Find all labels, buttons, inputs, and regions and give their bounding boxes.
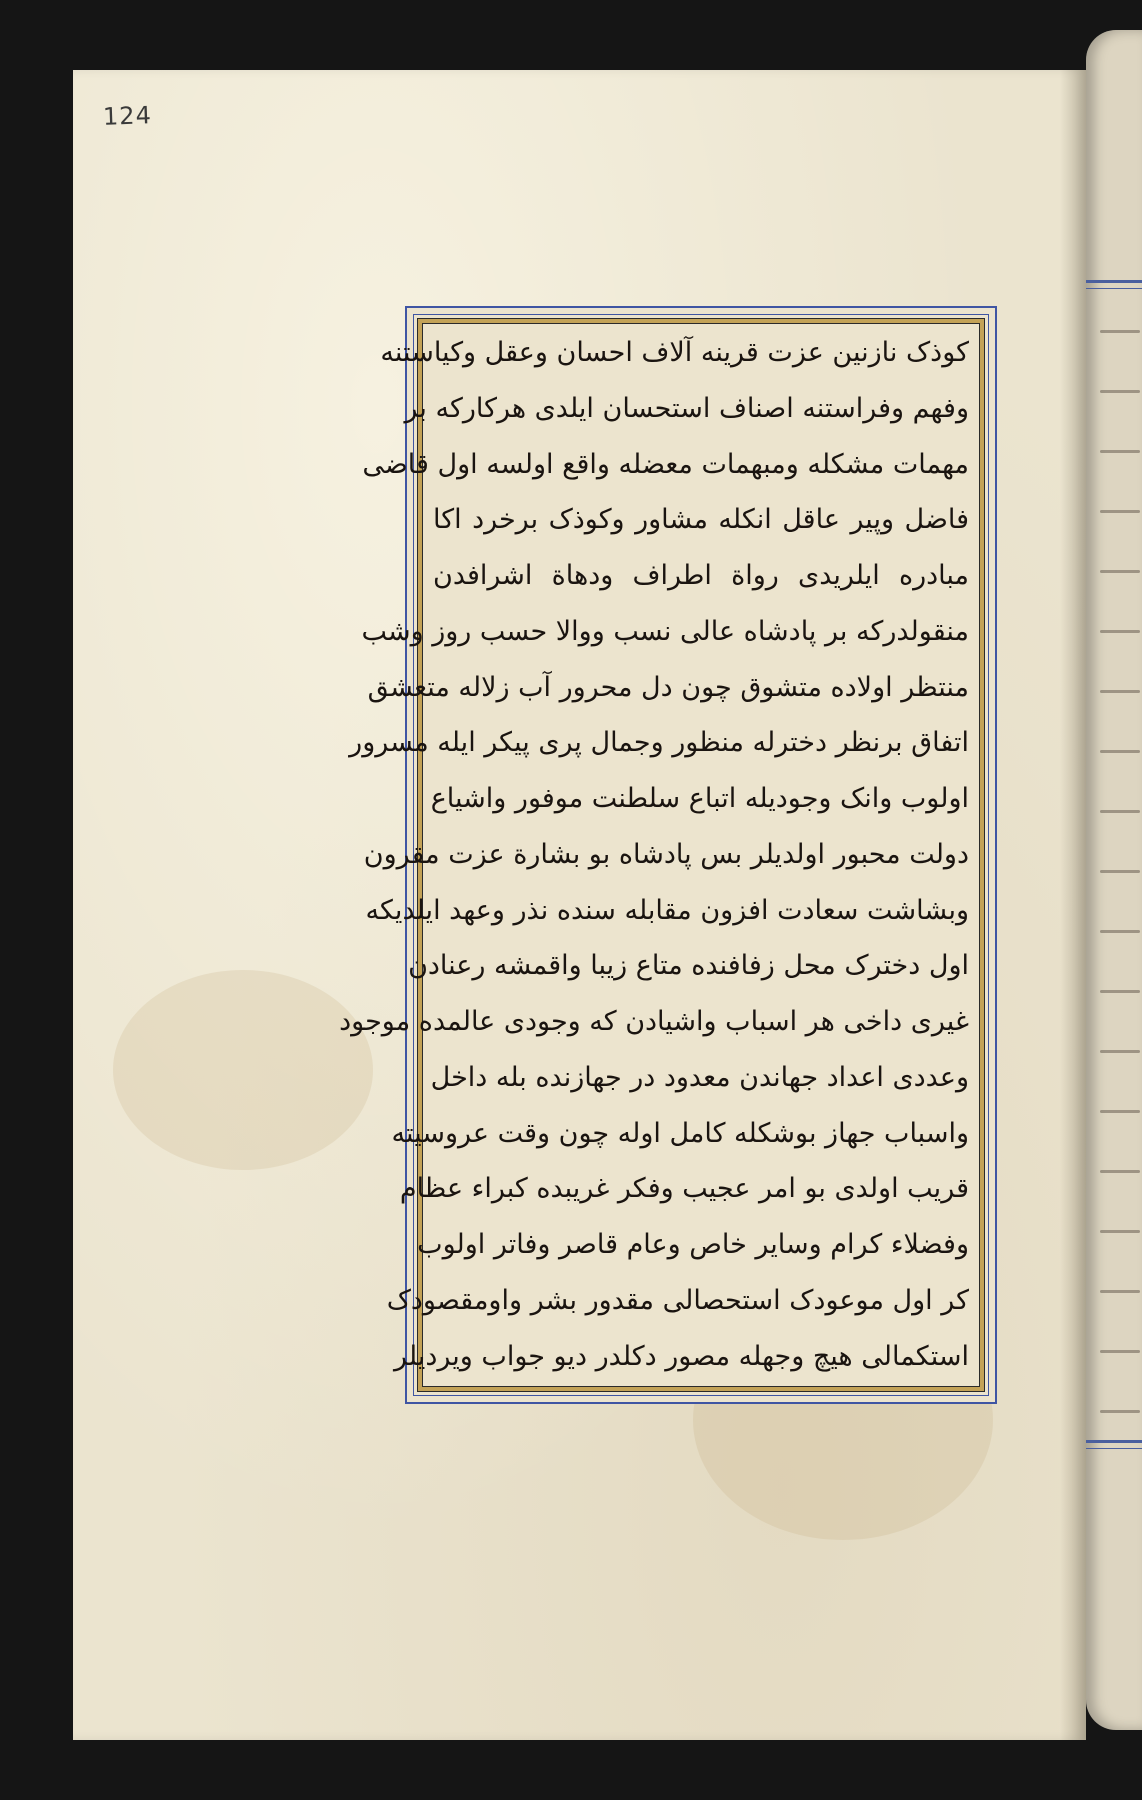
facing-page-text bbox=[1100, 1290, 1140, 1293]
facing-page-text bbox=[1100, 570, 1140, 573]
facing-page-text bbox=[1100, 390, 1140, 393]
facing-page-text bbox=[1100, 990, 1140, 993]
text-line: قریب اولدی بو امر عجیب وفکر غریبده کبراء عظام bbox=[399, 1173, 969, 1205]
text-line: منقولدرکه بر پادشاه عالی نسب ووالا حسب روز وشب bbox=[361, 615, 969, 647]
facing-page-text bbox=[1100, 690, 1140, 693]
text-line: استکمالی هیچ وجهله مصور دکلدر دیو جواب ویردیلر bbox=[394, 1340, 969, 1372]
facing-page-text bbox=[1100, 1230, 1140, 1233]
text-line: غیری داخی هر اسباب واشیادن که وجودی عالمده موجود bbox=[339, 1006, 969, 1038]
facing-page-rule bbox=[1086, 288, 1142, 289]
text-line: وفضلاء کرام وسایر خاص وعام قاصر وفاتر اولوب bbox=[417, 1229, 969, 1261]
facing-page-text bbox=[1100, 870, 1140, 873]
text-line: وبشاشت سعادت افزون مقابله سنده نذر وعهد ایلدیکه bbox=[365, 894, 969, 926]
text-line: کر اول موعودک استحصالی مقدور بشر واومقصودک bbox=[386, 1285, 969, 1317]
spine-shadow bbox=[1060, 70, 1086, 1740]
text-line: مهمات مشکله ومبهمات معضله واقع اولسه اول قاضی bbox=[362, 448, 969, 480]
folio-number: 124 bbox=[102, 101, 153, 131]
text-frame bbox=[339, 306, 997, 1404]
facing-page-text bbox=[1100, 750, 1140, 753]
facing-page-text bbox=[1100, 510, 1140, 513]
text-block bbox=[339, 332, 969, 1378]
facing-page-edge bbox=[1086, 30, 1142, 1730]
text-line: اتفاق برنظر دخترله منظور وجمال پری پیکر ایله مسرور bbox=[349, 727, 969, 759]
text-line: کوذک نازنین عزت قرینه آلاف احسان وعقل وکیاستنه bbox=[380, 337, 969, 368]
facing-page-rule bbox=[1086, 1440, 1142, 1443]
facing-page-text bbox=[1100, 930, 1140, 933]
facing-page-rule bbox=[1086, 1448, 1142, 1449]
facing-page-text bbox=[1100, 810, 1140, 813]
facing-page-rule bbox=[1086, 280, 1142, 283]
text-line: وفهم وفراستنه اصناف استحسان ایلدی هرکارکه بر bbox=[404, 392, 969, 424]
text-line: منتظر اولاده متشوق چون دل محرور آب زلاله متعشق bbox=[367, 671, 969, 703]
facing-page-text bbox=[1100, 1050, 1140, 1053]
text-line: دولت محبور اولدیلر بس پادشاه بو بشارة عزت مقرون bbox=[363, 838, 969, 870]
facing-page-text bbox=[1100, 330, 1140, 333]
text-line: اول دخترک محل زفافنده متاع زیبا واقمشه رعنادن bbox=[408, 950, 969, 982]
facing-page-text bbox=[1100, 1410, 1140, 1413]
text-line: مبادره ایلریدی رواة اطراف ودهاة اشرافدن bbox=[433, 560, 969, 592]
text-line: وعددی اعداد جهاندن معدود در جهازنده بله داخل bbox=[430, 1061, 969, 1093]
facing-page-text bbox=[1100, 1350, 1140, 1353]
facing-page-text bbox=[1100, 450, 1140, 453]
facing-page-text bbox=[1100, 1110, 1140, 1113]
text-line: فاضل وپیر عاقل انکله مشاور وکوذک برخرد اکا bbox=[433, 504, 969, 536]
text-line: اولوب وانک وجودیله اتباع سلطنت موفور واشیاع bbox=[430, 783, 969, 815]
facing-page-text bbox=[1100, 630, 1140, 633]
text-line: واسباب جهاز بوشکله کامل اوله چون وقت عروسیته bbox=[391, 1117, 969, 1149]
facing-page-text bbox=[1100, 1170, 1140, 1173]
paper-stain bbox=[113, 970, 373, 1170]
